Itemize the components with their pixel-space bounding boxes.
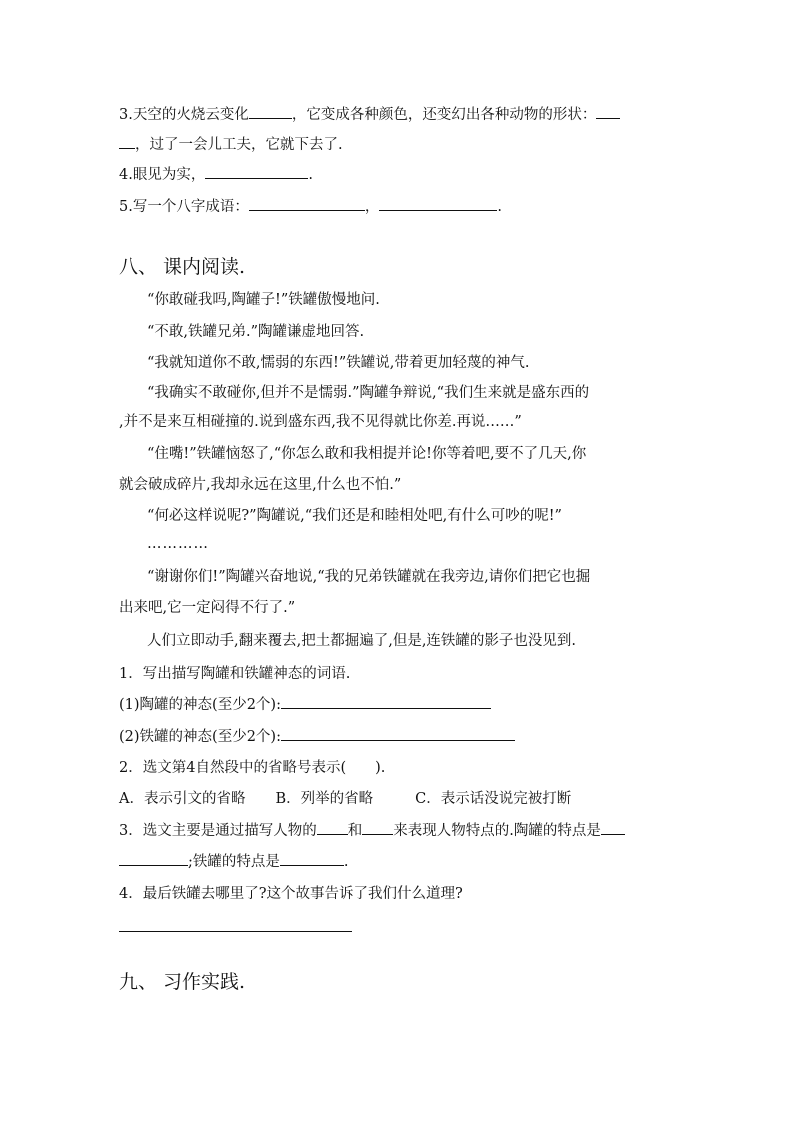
- answer-blank[interactable]: [596, 104, 620, 119]
- reading-question-3-line-1: 3．选文主要是通过描写人物的 和 来表现人物特点的.陶罐的特点是: [119, 820, 625, 841]
- answer-blank[interactable]: [280, 851, 344, 866]
- question-5: 5.写一个八字成语： ， .: [119, 196, 502, 217]
- reading-question-1: 1．写出描写陶罐和铁罐神态的词语.: [119, 666, 351, 682]
- passage-paragraph-4-line-1: “我确实不敢碰你,但并不是懦弱.”陶罐争辩说,“我们生来就是盛东西的: [147, 385, 590, 401]
- question-3-line-2: ，过了一会儿工夫，它就下去了.: [119, 134, 343, 155]
- reading-question-2-options: [119, 789, 571, 809]
- answer-blank[interactable]: [249, 196, 365, 211]
- reading-question-4: 4．最后铁罐去哪里了?这个故事告诉了我们什么道理?: [119, 886, 463, 902]
- answer-blank[interactable]: [281, 726, 515, 741]
- answer-blank[interactable]: [362, 820, 393, 835]
- question-4: 4.眼见为实， .: [119, 164, 313, 185]
- answer-blank[interactable]: [379, 196, 497, 211]
- section-9-heading: 九、 习作实践.: [119, 971, 246, 993]
- option-c[interactable]: C．表示话没说完被打断: [415, 791, 572, 807]
- passage-paragraph-7-line-1: “谢谢你们!”陶罐兴奋地说,“我的兄弟铁罐就在我旁边,请你们把它也掘: [147, 569, 591, 585]
- question-3-line-1: 3.天空的火烧云变化 ，它变成各种颜色，还变幻出各种动物的形状：: [119, 104, 620, 125]
- passage-paragraph-7-line-2: 出来吧,它一定闷得不行了.”: [119, 600, 296, 616]
- answer-blank[interactable]: [317, 820, 348, 835]
- passage-paragraph-2: “不敢,铁罐兄弟.”陶罐谦虚地回答.: [147, 324, 365, 340]
- passage-paragraph-5-line-1: “住嘴!”铁罐恼怒了,“你怎么敢和我相提并论!你等着吧,要不了几天,你: [147, 446, 587, 462]
- passage-paragraph-8: 人们立即动手,翻来覆去,把土都掘遍了,但是,连铁罐的影子也没见到.: [147, 633, 577, 649]
- passage-paragraph-5-line-2: 就会破成碎片,我却永远在这里,什么也不怕.”: [119, 477, 402, 493]
- reading-question-1b: (2)铁罐的神态(至少2个):: [119, 726, 515, 747]
- passage-paragraph-6: “何必这样说呢?”陶罐说,“我们还是和睦相处吧,有什么可吵的呢!”: [147, 508, 562, 524]
- reading-question-1a: (1)陶罐的神态(至少2个):: [119, 694, 491, 715]
- answer-blank[interactable]: [119, 851, 188, 866]
- passage-paragraph-4-line-2: ,并不是来互相碰撞的.说到盛东西,我不见得就比你差.再说……”: [119, 414, 522, 430]
- answer-blank[interactable]: [249, 104, 292, 119]
- section-8-heading: 八、 课内阅读.: [119, 256, 246, 278]
- answer-blank[interactable]: [601, 820, 625, 835]
- option-a[interactable]: A．表示引文的省略: [119, 791, 246, 807]
- answer-blank[interactable]: [119, 134, 135, 149]
- answer-blank[interactable]: [205, 164, 308, 179]
- passage-ellipsis: …………: [147, 536, 209, 552]
- reading-question-2: 2．选文第4自然段中的省略号表示( ).: [119, 760, 386, 776]
- reading-question-3-line-2: ;铁罐的特点是 .: [119, 851, 349, 872]
- answer-blank[interactable]: [281, 694, 491, 709]
- passage-paragraph-3: “我就知道你不敢,懦弱的东西!”铁罐说,带着更加轻蔑的神气.: [147, 355, 530, 371]
- option-b[interactable]: B．列举的省略: [275, 791, 374, 807]
- passage-paragraph-1: “你敢碰我吗,陶罐子!”铁罐傲慢地问.: [147, 292, 380, 308]
- answer-line[interactable]: [119, 931, 352, 932]
